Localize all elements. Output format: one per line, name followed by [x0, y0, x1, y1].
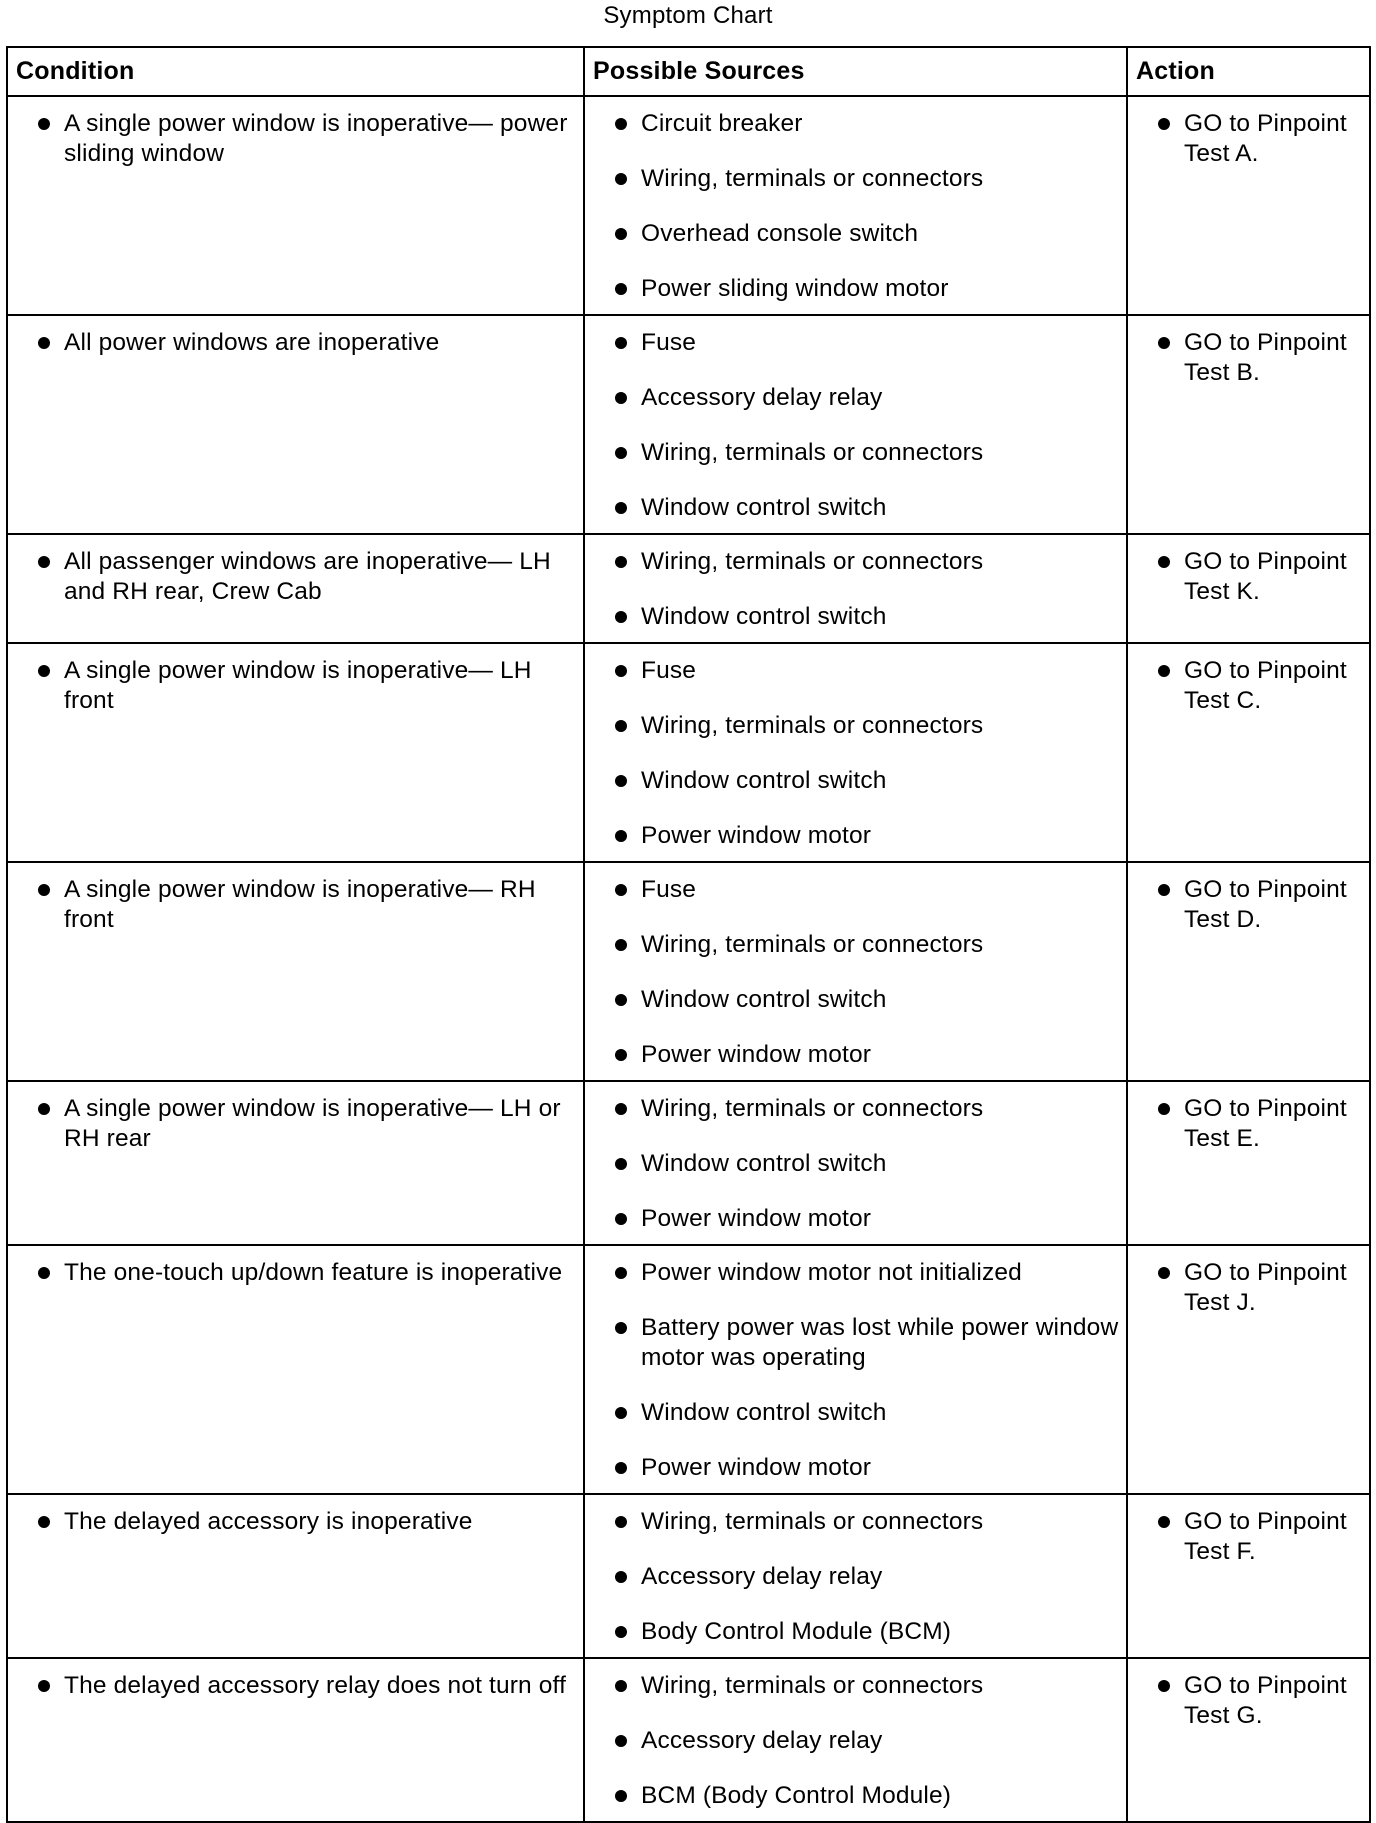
action-item-text: GO to Pinpoint Test J. [1184, 1259, 1347, 1316]
condition-cell [7, 1494, 584, 1658]
source-item-text: Wiring, terminals or connectors [641, 931, 984, 958]
sources-cell [584, 315, 1127, 534]
source-item [611, 493, 1120, 523]
condition-item-text: A single power window is inoperative— RH front [64, 876, 536, 933]
header-possible-sources: Possible Sources [584, 47, 1127, 96]
source-item-text: Wiring, terminals or connectors [641, 1672, 984, 1699]
action-item [1154, 875, 1365, 935]
source-item-text: Accessory delay relay [641, 1727, 883, 1754]
condition-item [34, 1507, 577, 1537]
source-item-text: BCM (Body Control Module) [641, 1782, 952, 1809]
source-item [611, 711, 1120, 741]
bullet-icon [615, 775, 627, 787]
bullet-icon [615, 1626, 627, 1638]
condition-item [34, 1671, 577, 1701]
sources-cell [584, 862, 1127, 1081]
table-row [7, 862, 1370, 1081]
source-item-text: Accessory delay relay [641, 1563, 883, 1590]
symptom-table [6, 46, 1371, 1823]
bullet-icon [615, 118, 627, 130]
bullet-icon [38, 118, 50, 130]
action-item [1154, 1671, 1365, 1731]
condition-item-text: A single power window is inoperative— power sliding window [64, 110, 568, 167]
table-row [7, 96, 1370, 315]
action-item [1154, 656, 1365, 716]
condition-item-text: The delayed accessory relay does not turn off [64, 1672, 567, 1699]
bullet-icon [615, 1680, 627, 1692]
source-item-text: Window control switch [641, 1150, 887, 1177]
source-item [611, 1726, 1120, 1756]
action-cell [1127, 1245, 1370, 1494]
bullet-icon [1158, 1267, 1170, 1279]
source-item-text: Window control switch [641, 1399, 887, 1426]
bullet-icon [38, 337, 50, 349]
source-item [611, 274, 1120, 304]
source-item-text: Power window motor [641, 1454, 872, 1481]
action-item-text: GO to Pinpoint Test K. [1184, 548, 1347, 605]
bullet-icon [615, 228, 627, 240]
source-item [611, 875, 1120, 905]
sources-cell [584, 1081, 1127, 1245]
bullet-icon [615, 1516, 627, 1528]
bullet-icon [615, 1158, 627, 1170]
bullet-icon [615, 502, 627, 514]
condition-item [34, 1094, 577, 1154]
source-item-text: Window control switch [641, 494, 887, 521]
bullet-icon [615, 665, 627, 677]
bullet-icon [615, 337, 627, 349]
source-item-text: Wiring, terminals or connectors [641, 165, 984, 192]
sources-cell [584, 1494, 1127, 1658]
bullet-icon [615, 1213, 627, 1225]
bullet-icon [615, 173, 627, 185]
page-title: Symptom Chart [603, 2, 773, 29]
source-item-text: Power window motor not initialized [641, 1259, 1022, 1286]
bullet-icon [38, 1103, 50, 1115]
condition-cell [7, 315, 584, 534]
source-item [611, 219, 1120, 249]
table-row [7, 1245, 1370, 1494]
bullet-icon [615, 1103, 627, 1115]
bullet-icon [615, 392, 627, 404]
source-item-text: Battery power was lost while power window motor was operating [641, 1314, 1119, 1371]
bullet-icon [615, 994, 627, 1006]
source-item-text: Power sliding window motor [641, 275, 949, 302]
bullet-icon [38, 665, 50, 677]
action-item [1154, 547, 1365, 607]
bullet-icon [615, 1049, 627, 1061]
table-row [7, 1081, 1370, 1245]
action-cell [1127, 315, 1370, 534]
source-item [611, 1453, 1120, 1483]
header-action: Action [1127, 47, 1370, 96]
sources-cell [584, 1245, 1127, 1494]
source-item-text: Fuse [641, 329, 697, 356]
action-cell [1127, 96, 1370, 315]
bullet-icon [615, 830, 627, 842]
source-item-text: Window control switch [641, 603, 887, 630]
source-item-text: Wiring, terminals or connectors [641, 1095, 984, 1122]
table-row [7, 315, 1370, 534]
condition-item-text: A single power window is inoperative— LH front [64, 657, 532, 714]
action-item-text: GO to Pinpoint Test A. [1184, 110, 1347, 167]
source-item-text: Fuse [641, 876, 697, 903]
bullet-icon [615, 556, 627, 568]
condition-cell [7, 534, 584, 643]
table-body [7, 96, 1370, 1822]
action-item-text: GO to Pinpoint Test E. [1184, 1095, 1347, 1152]
bullet-icon [38, 556, 50, 568]
bullet-icon [615, 884, 627, 896]
condition-item-text: All power windows are inoperative [64, 329, 440, 356]
bullet-icon [615, 1267, 627, 1279]
condition-item-text: The one-touch up/down feature is inoperative [64, 1259, 563, 1286]
action-cell [1127, 1494, 1370, 1658]
source-item [611, 1040, 1120, 1070]
table-row [7, 1494, 1370, 1658]
source-item-text: Accessory delay relay [641, 384, 883, 411]
condition-cell [7, 862, 584, 1081]
bullet-icon [615, 447, 627, 459]
action-item [1154, 1258, 1365, 1318]
source-item-text: Window control switch [641, 767, 887, 794]
source-item [611, 383, 1120, 413]
source-item-text: Fuse [641, 657, 697, 684]
condition-item [34, 875, 577, 935]
bullet-icon [615, 1790, 627, 1802]
bullet-icon [38, 1516, 50, 1528]
bullet-icon [615, 939, 627, 951]
table-row [7, 534, 1370, 643]
source-item [611, 1781, 1120, 1811]
source-item [611, 1258, 1120, 1288]
action-item-text: GO to Pinpoint Test D. [1184, 876, 1347, 933]
source-item [611, 766, 1120, 796]
source-item [611, 1671, 1120, 1701]
bullet-icon [1158, 1516, 1170, 1528]
action-cell [1127, 534, 1370, 643]
bullet-icon [615, 1407, 627, 1419]
action-item [1154, 1094, 1365, 1154]
condition-cell [7, 643, 584, 862]
header-row [7, 47, 1370, 96]
condition-item [34, 1258, 577, 1288]
source-item [611, 930, 1120, 960]
source-item-text: Wiring, terminals or connectors [641, 439, 984, 466]
source-item-text: Power window motor [641, 1041, 872, 1068]
source-item [611, 328, 1120, 358]
bullet-icon [1158, 118, 1170, 130]
source-item [611, 656, 1120, 686]
bullet-icon [38, 1267, 50, 1279]
condition-cell [7, 1245, 584, 1494]
condition-item [34, 109, 577, 169]
source-item [611, 821, 1120, 851]
source-item-text: Wiring, terminals or connectors [641, 1508, 984, 1535]
sources-cell [584, 534, 1127, 643]
bullet-icon [615, 283, 627, 295]
action-item-text: GO to Pinpoint Test C. [1184, 657, 1347, 714]
source-item [611, 1507, 1120, 1537]
condition-item-text: A single power window is inoperative— LH or RH rear [64, 1095, 561, 1152]
action-cell [1127, 1081, 1370, 1245]
bullet-icon [615, 720, 627, 732]
action-item [1154, 1507, 1365, 1567]
source-item-text: Power window motor [641, 822, 872, 849]
source-item [611, 1398, 1120, 1428]
bullet-icon [615, 1322, 627, 1334]
source-item [611, 109, 1120, 139]
bullet-icon [1158, 556, 1170, 568]
condition-item-text: All passenger windows are inoperative— LH and RH rear, Crew Cab [64, 548, 551, 605]
bullet-icon [615, 1462, 627, 1474]
action-item [1154, 109, 1365, 169]
table-row [7, 1658, 1370, 1822]
bullet-icon [615, 1571, 627, 1583]
source-item [611, 1562, 1120, 1592]
header-condition: Condition [7, 47, 584, 96]
action-item-text: GO to Pinpoint Test G. [1184, 1672, 1347, 1729]
source-item-text: Window control switch [641, 986, 887, 1013]
source-item [611, 602, 1120, 632]
source-item [611, 547, 1120, 577]
bullet-icon [1158, 337, 1170, 349]
bullet-icon [615, 1735, 627, 1747]
source-item-text: Wiring, terminals or connectors [641, 548, 984, 575]
sources-cell [584, 1658, 1127, 1822]
source-item-text: Overhead console switch [641, 220, 919, 247]
bullet-icon [1158, 1103, 1170, 1115]
action-item-text: GO to Pinpoint Test F. [1184, 1508, 1347, 1565]
sources-cell [584, 96, 1127, 315]
condition-cell [7, 1658, 584, 1822]
action-cell [1127, 862, 1370, 1081]
bullet-icon [1158, 884, 1170, 896]
action-cell [1127, 1658, 1370, 1822]
bullet-icon [38, 884, 50, 896]
source-item-text: Power window motor [641, 1205, 872, 1232]
condition-item-text: The delayed accessory is inoperative [64, 1508, 473, 1535]
condition-item [34, 656, 577, 716]
condition-item [34, 547, 577, 607]
table-row [7, 643, 1370, 862]
sources-cell [584, 643, 1127, 862]
action-item-text: GO to Pinpoint Test B. [1184, 329, 1347, 386]
bullet-icon [615, 611, 627, 623]
condition-cell [7, 96, 584, 315]
source-item [611, 438, 1120, 468]
source-item-text: Circuit breaker [641, 110, 803, 137]
action-item [1154, 328, 1365, 388]
source-item [611, 164, 1120, 194]
bullet-icon [38, 1680, 50, 1692]
source-item [611, 985, 1120, 1015]
source-item [611, 1313, 1120, 1373]
action-cell [1127, 643, 1370, 862]
bullet-icon [1158, 1680, 1170, 1692]
source-item [611, 1094, 1120, 1124]
bullet-icon [1158, 665, 1170, 677]
source-item [611, 1204, 1120, 1234]
condition-cell [7, 1081, 584, 1245]
source-item-text: Body Control Module (BCM) [641, 1618, 952, 1645]
source-item [611, 1149, 1120, 1179]
condition-item [34, 328, 577, 358]
source-item [611, 1617, 1120, 1647]
source-item-text: Wiring, terminals or connectors [641, 712, 984, 739]
